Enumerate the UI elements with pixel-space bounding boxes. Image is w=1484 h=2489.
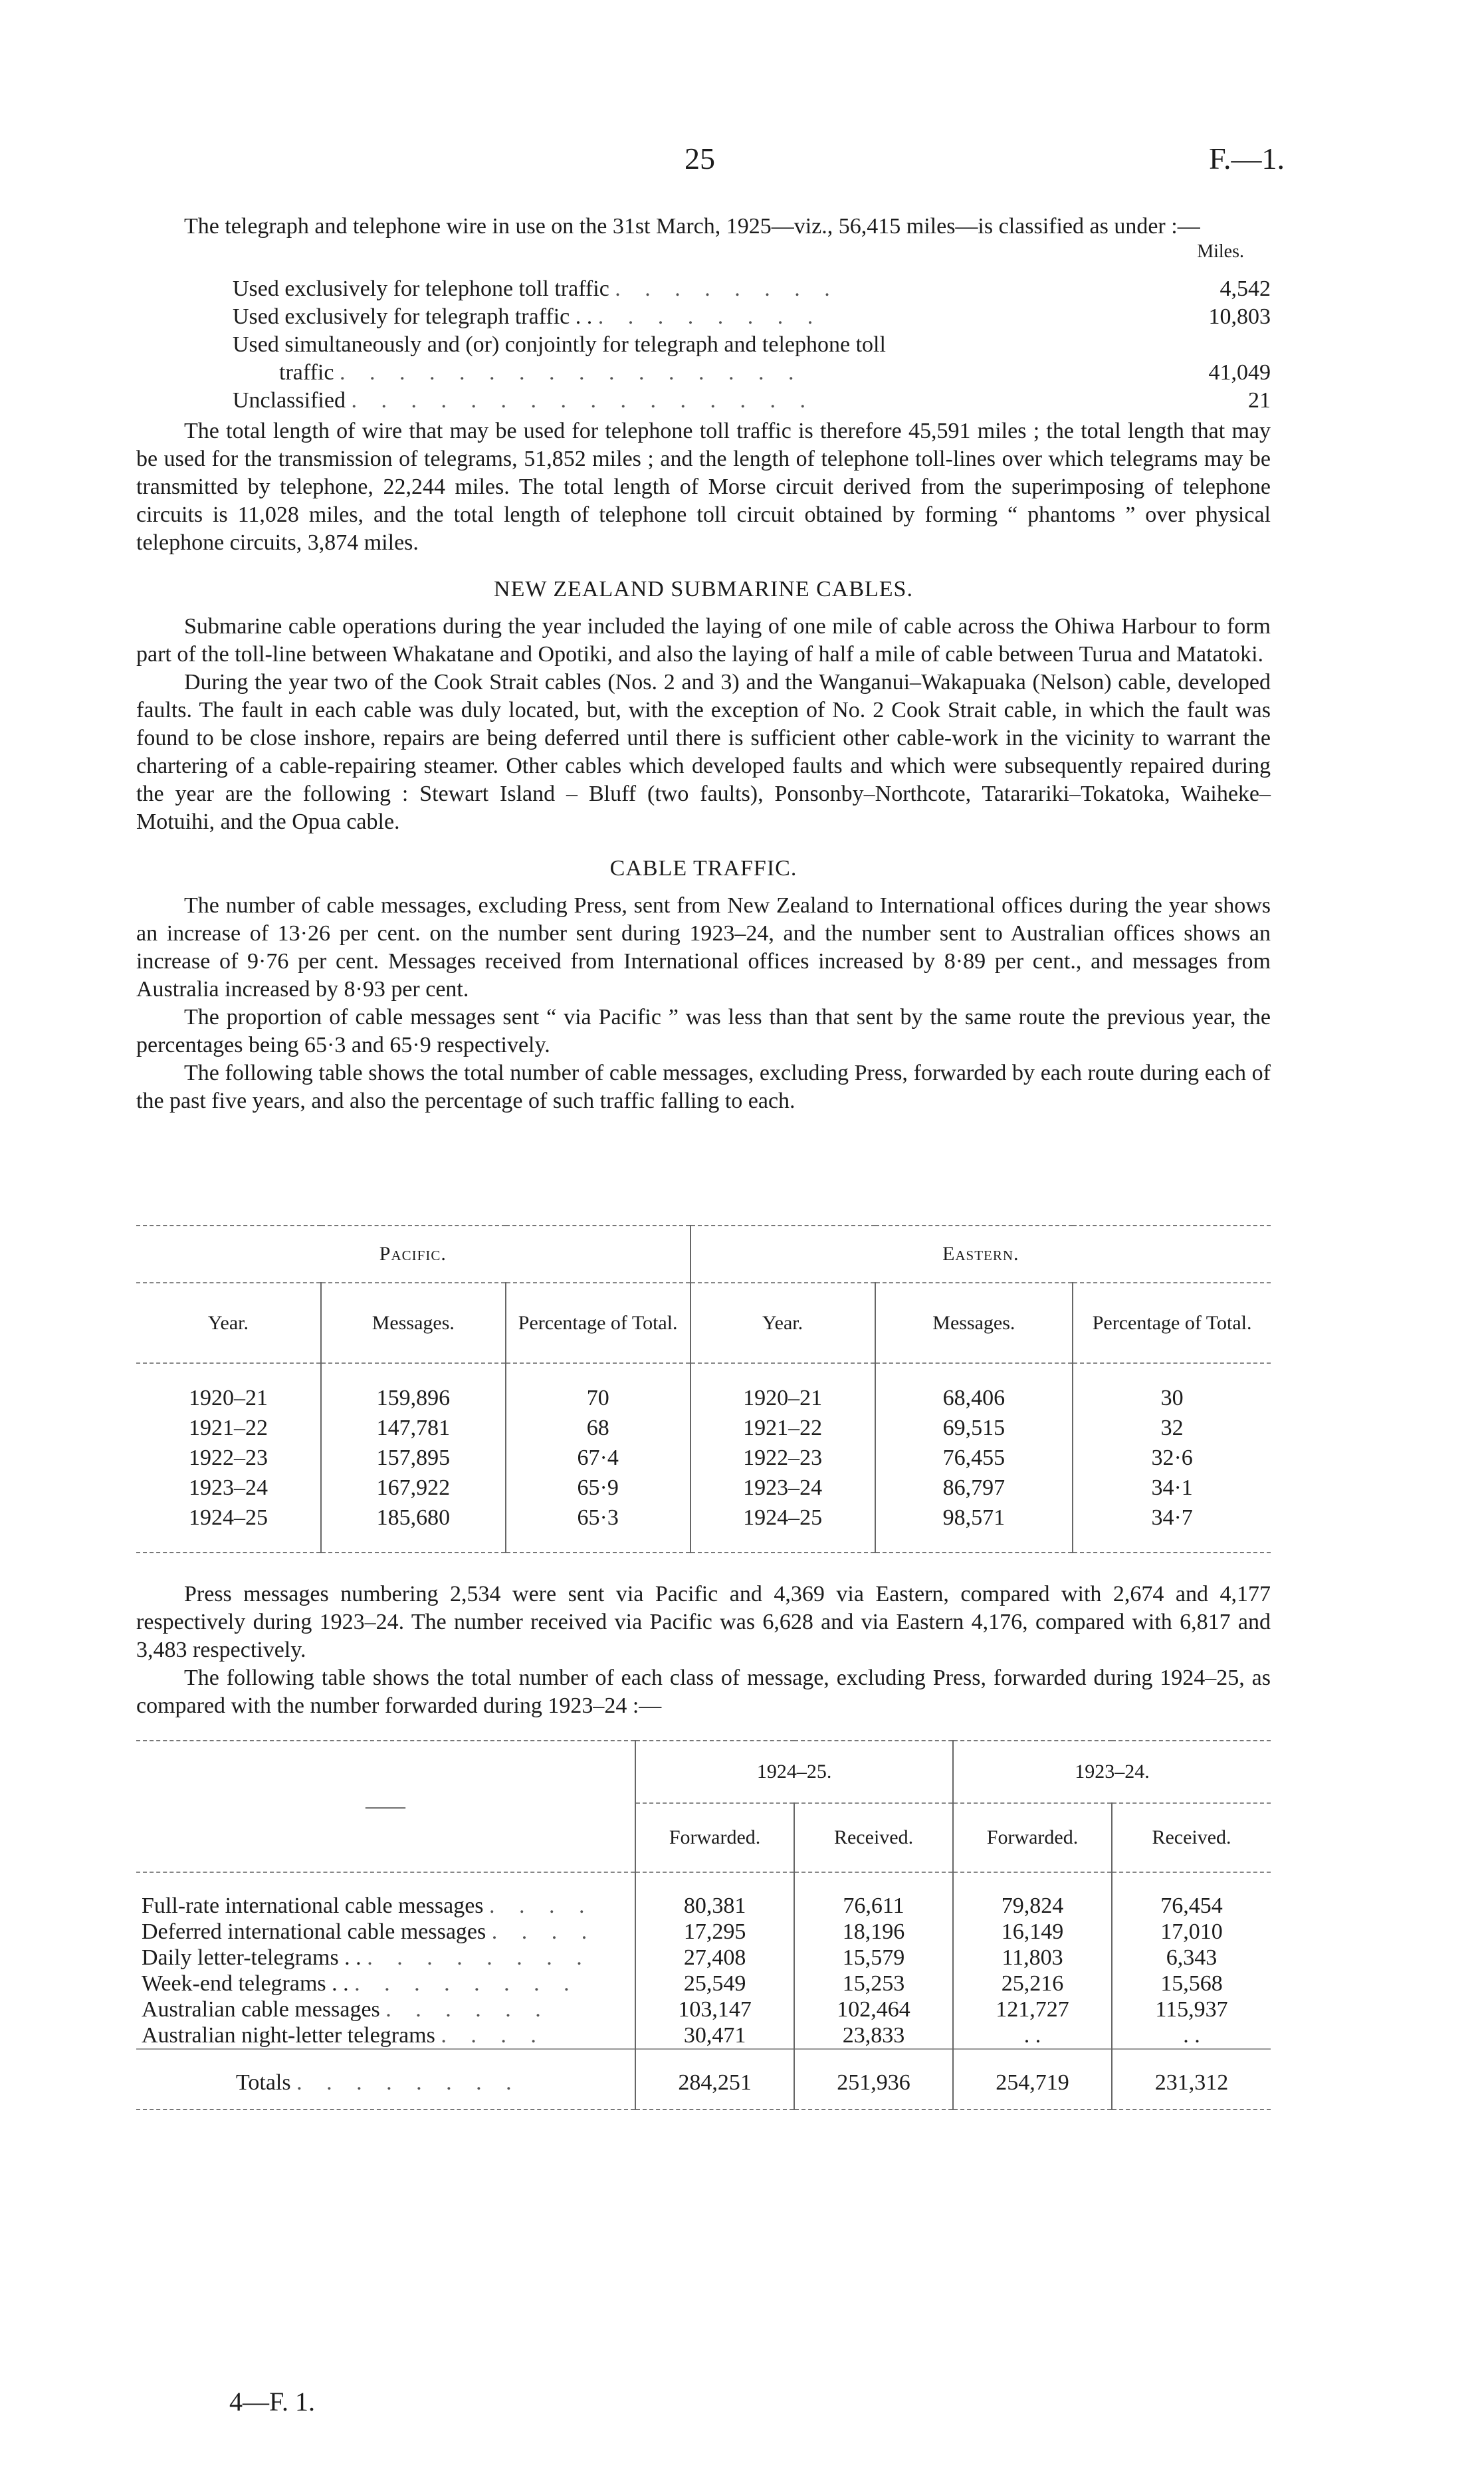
- intro-paragraph: The telegraph and telephone wire in use on the 31st March, 1925—viz., 56,415 miles—is classified as under :—: [184, 214, 1200, 239]
- pacific-messages: 147,781: [321, 1413, 506, 1443]
- pacific-messages: 157,895: [321, 1443, 506, 1473]
- list-item: [136, 275, 1271, 303]
- row-label: Full-rate international cable messages: [142, 1894, 484, 1918]
- submarine-paragraph-1: Submarine cable operations during the year included the laying of one mile of cable across the Ohiwa Harbour to form part of the toll-line between Whakatane and Opotiki, and also the laying of half a mile of cable between Turua and Matatoki.: [136, 614, 1271, 667]
- wire-value: 4,542: [1219, 276, 1271, 301]
- section-heading-cable-traffic: CABLE TRAFFIC.: [609, 856, 797, 881]
- page-number: 25: [685, 142, 715, 175]
- traffic-paragraph-3: The following table shows the total number of cable messages, excluding Press, forwarded by each route during each of the past five years, and also the percentage of such traffic falling to each.: [136, 1061, 1271, 1113]
- forwarded-1923-24: 121,727: [953, 1997, 1112, 2022]
- received-1924-25: 23,833: [794, 2022, 953, 2049]
- col-header-received: Received.: [1112, 1803, 1271, 1872]
- total-forwarded-1923-24: 254,719: [953, 2049, 1112, 2110]
- row-label: Daily letter-telegrams . .: [142, 1945, 362, 1970]
- list-item: [136, 303, 1271, 331]
- col-header-messages: Messages.: [875, 1283, 1073, 1363]
- leader-dots: . . . . . . . .: [354, 1971, 579, 1996]
- pacific-percentage: 67·4: [506, 1443, 690, 1473]
- leader-dots: . . . . . .: [385, 1997, 550, 2022]
- eastern-percentage: 30: [1073, 1383, 1271, 1413]
- forwarded-1924-25: 30,471: [635, 2022, 794, 2049]
- pacific-percentage: 70: [506, 1383, 690, 1413]
- table-row: [136, 1503, 1271, 1533]
- forwarded-1923-24: 11,803: [953, 1945, 1112, 1971]
- forwarded-1923-24: 79,824: [953, 1893, 1112, 1919]
- col-header-forwarded: Forwarded.: [953, 1803, 1112, 1872]
- forwarded-1924-25: 103,147: [635, 1997, 794, 2022]
- pacific-year: 1922–23: [188, 1446, 268, 1470]
- row-label: Week-end telegrams . .: [142, 1971, 349, 1996]
- eastern-messages: 76,455: [875, 1443, 1073, 1473]
- forwarded-1923-24: . .: [953, 2022, 1112, 2049]
- leader-dots: . . . .: [441, 2023, 546, 2048]
- wire-label: traffic: [279, 360, 334, 385]
- leader-dots: . . . . . . . . . . . . . . . .: [339, 360, 803, 385]
- forwarded-1924-25: 80,381: [635, 1893, 794, 1919]
- press-paragraph-2: The following table shows the total number of each class of message, excluding Press, forwarded during 1924–25, as compared with the number forwarded during 1923–24 :—: [136, 1666, 1271, 1718]
- forwarded-1923-24: 25,216: [953, 1971, 1112, 1997]
- received-1923-24: 17,010: [1112, 1919, 1271, 1945]
- pacific-percentage: 65·9: [506, 1473, 690, 1503]
- eastern-messages: 98,571: [875, 1503, 1073, 1533]
- year-header-1924-25: 1924–25.: [635, 1741, 953, 1803]
- wire-classification-list: [136, 275, 1271, 415]
- table-row: [136, 1383, 1271, 1413]
- received-1924-25: 15,253: [794, 1971, 953, 1997]
- received-1923-24: 76,454: [1112, 1893, 1271, 1919]
- pacific-year: 1921–22: [188, 1416, 268, 1440]
- body-text: [136, 417, 1271, 1115]
- col-header-received: Received.: [794, 1803, 953, 1872]
- forwarded-1923-24: 16,149: [953, 1919, 1112, 1945]
- footer-signature: 4—F. 1.: [229, 2387, 316, 2417]
- col-header-year: Year.: [690, 1283, 875, 1363]
- pacific-messages: 167,922: [321, 1473, 506, 1503]
- row-label: Australian night-letter telegrams: [142, 2023, 435, 2048]
- received-1923-24: . .: [1112, 2022, 1271, 2049]
- forwarded-1924-25: 17,295: [635, 1919, 794, 1945]
- section-heading-submarine-cables: NEW ZEALAND SUBMARINE CABLES.: [494, 577, 913, 601]
- press-section: [136, 1580, 1271, 1720]
- received-1924-25: 18,196: [794, 1919, 953, 1945]
- leader-dots: . . . . . . . .: [615, 276, 839, 301]
- total-forwarded-1924-25: 284,251: [635, 2049, 794, 2110]
- group-header-eastern: Eastern.: [690, 1226, 1271, 1283]
- leader-dots: . . . . . . . . . . . . . . . .: [351, 388, 815, 413]
- table-row: [136, 1473, 1271, 1503]
- table-row: [136, 1971, 1271, 1997]
- eastern-year: 1922–23: [690, 1443, 875, 1473]
- wire-label: Used exclusively for telephone toll traffic: [233, 276, 609, 301]
- pacific-messages: 185,680: [321, 1503, 506, 1533]
- eastern-year: 1924–25: [690, 1503, 875, 1533]
- submarine-paragraph-2: During the year two of the Cook Strait cables (Nos. 2 and 3) and the Wanganui–Wakapuaka (Nelson) cable, developed faults. The fault in each cable was duly located, but, with the exception of No. 2 Cook Strait cable, in which the fault was found to be close inshore, repairs are being deferred until there is sufficient other cable-work in the vicinity to warrant the chartering of a cable-repairing steamer. Other cables which developed faults and which were subsequently repaired during the year are the following : Stewart Island – Bluff (two faults), Ponsonby–Northcote, Tatarariki–Tokatoka, Waiheke–Motuihi, and the Opua cable.: [136, 670, 1271, 834]
- table-row: [136, 1413, 1271, 1443]
- group-header-pacific: Pacific.: [136, 1226, 690, 1283]
- eastern-messages: 86,797: [875, 1473, 1073, 1503]
- table-row: [136, 1893, 1271, 1919]
- message-class-table: [136, 1740, 1271, 2110]
- leader-dots: . . . . . . . .: [597, 304, 823, 329]
- row-label: Deferred international cable messages: [142, 1919, 486, 1944]
- total-received-1924-25: 251,936: [794, 2049, 953, 2110]
- eastern-messages: 68,406: [875, 1383, 1073, 1413]
- pacific-year: 1924–25: [188, 1505, 268, 1530]
- leader-dots: . . . . . . . .: [296, 2070, 521, 2095]
- intro-section: [136, 213, 1271, 263]
- eastern-year: 1920–21: [690, 1383, 875, 1413]
- corner-dash: ——: [136, 1741, 635, 1872]
- received-1923-24: 6,343: [1112, 1945, 1271, 1971]
- leader-dots: . . . .: [491, 1919, 597, 1944]
- wire-label: Used simultaneously and (or) conjointly for telegraph and telephone toll: [233, 332, 886, 357]
- traffic-paragraph-2: The proportion of cable messages sent “ via Pacific ” was less than that sent by the same route the previous year, the percentages being 65·3 and 65·9 respectively.: [136, 1005, 1271, 1057]
- received-1923-24: 115,937: [1112, 1997, 1271, 2022]
- table-row: [136, 1919, 1271, 1945]
- wire-value: 41,049: [1208, 360, 1271, 385]
- col-header-percentage: Percentage of Total.: [506, 1283, 690, 1363]
- table-row: [136, 1443, 1271, 1473]
- eastern-percentage: 32: [1073, 1413, 1271, 1443]
- pacific-percentage: 68: [506, 1413, 690, 1443]
- totals-label: Totals: [236, 2070, 291, 2095]
- pacific-percentage: 65·3: [506, 1503, 690, 1533]
- wire-value: 21: [1248, 388, 1271, 413]
- document-reference: F.—1.: [1209, 142, 1285, 175]
- received-1924-25: 76,611: [794, 1893, 953, 1919]
- table-row: [136, 2022, 1271, 2049]
- forwarded-1924-25: 27,408: [635, 1945, 794, 1971]
- row-label: Australian cable messages: [142, 1997, 380, 2022]
- pacific-messages: 159,896: [321, 1383, 506, 1413]
- eastern-percentage: 34·7: [1073, 1503, 1271, 1533]
- traffic-paragraph-1: The number of cable messages, excluding Press, sent from New Zealand to International offices during the year shows an increase of 13·26 per cent. on the number sent during 1923–24, and the number sent to Australian offices shows an increase of 9·76 per cent. Messages received from International offices increased by 8·89 per cent., and messages from Australia increased by 8·93 per cent.: [136, 893, 1271, 1002]
- list-item: [136, 387, 1271, 415]
- wire-value: 10,803: [1208, 304, 1271, 329]
- list-item: [136, 331, 1271, 359]
- pacific-year: 1920–21: [188, 1386, 268, 1410]
- leader-dots: . . . . . . . .: [367, 1945, 591, 1970]
- route-traffic-table: [136, 1225, 1271, 1553]
- leader-dots: . . . .: [489, 1894, 594, 1918]
- col-header-year: Year.: [136, 1283, 321, 1363]
- press-paragraph-1: Press messages numbering 2,534 were sent via Pacific and 4,369 via Eastern, compared with 2,674 and 4,177 respectively during 1923–24. The number received via Pacific was 6,628 and via Eastern 4,176, compared with 6,817 and 3,483 respectively.: [136, 1582, 1271, 1662]
- wire-summary-paragraph: The total length of wire that may be used for telephone toll traffic is therefore 45,591 miles ; the total length that may be used for the transmission of telegrams, 51,852 miles ; and the length of telephone toll-lines over which telegrams may be transmitted by telephone, 22,244 miles. The total length of Morse circuit derived from the superimposing of telephone circuits is 11,028 miles, and the total length of telephone toll circuit obtained by forming “ phantoms ” over physical telephone circuits, 3,874 miles.: [136, 419, 1271, 555]
- received-1923-24: 15,568: [1112, 1971, 1271, 1997]
- eastern-messages: 69,515: [875, 1413, 1073, 1443]
- table-row: [136, 1945, 1271, 1971]
- eastern-year: 1923–24: [690, 1473, 875, 1503]
- wire-label: Unclassified: [233, 388, 346, 413]
- total-received-1923-24: 231,312: [1112, 2049, 1271, 2110]
- list-item: [136, 359, 1271, 387]
- wire-label: Used exclusively for telegraph traffic . .: [233, 304, 593, 329]
- col-header-percentage: Percentage of Total.: [1073, 1283, 1271, 1363]
- col-header-forwarded: Forwarded.: [635, 1803, 794, 1872]
- pacific-year: 1923–24: [188, 1475, 268, 1500]
- eastern-percentage: 32·6: [1073, 1443, 1271, 1473]
- totals-row: [136, 2049, 1271, 2110]
- miles-label: Miles.: [1197, 241, 1244, 262]
- eastern-year: 1921–22: [690, 1413, 875, 1443]
- table-row: [136, 1997, 1271, 2022]
- forwarded-1924-25: 25,549: [635, 1971, 794, 1997]
- col-header-messages: Messages.: [321, 1283, 506, 1363]
- received-1924-25: 15,579: [794, 1945, 953, 1971]
- received-1924-25: 102,464: [794, 1997, 953, 2022]
- year-header-1923-24: 1923–24.: [953, 1741, 1271, 1803]
- eastern-percentage: 34·1: [1073, 1473, 1271, 1503]
